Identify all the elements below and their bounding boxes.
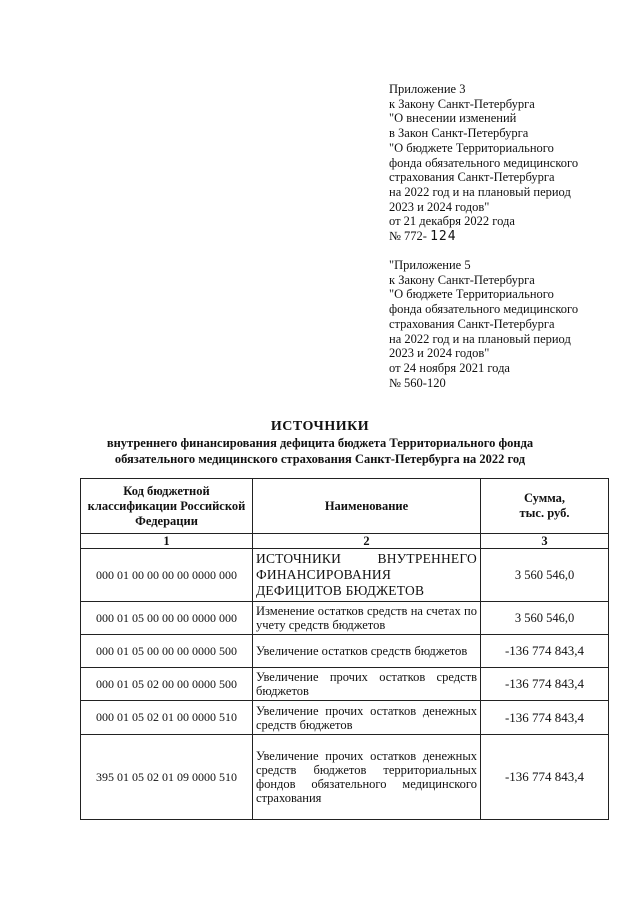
appendix-line: 2023 и 2024 годов" [389, 199, 490, 214]
column-number: 2 [253, 534, 481, 549]
appendix-line: 2023 и 2024 годов" [389, 346, 490, 361]
appendix-line: "О внесении изменений [389, 111, 517, 126]
appendix-line: "Приложение 5 [389, 258, 471, 272]
appendix-line: от 21 декабря 2022 года [389, 214, 515, 229]
column-number: 3 [481, 534, 609, 549]
law-number-prefix: № 772- [389, 229, 427, 244]
appendix-5-header [389, 258, 578, 390]
title-line-2: внутреннего финансирования дефицита бюджета Территориального фонда [106, 436, 534, 450]
item-name: Изменение остатков средств на счетах по учету средств бюджетов [253, 602, 481, 635]
appendix-line: "О бюджете Территориального [389, 140, 554, 155]
item-sum: -136 774 843,4 [481, 735, 609, 820]
table-row [81, 735, 609, 820]
appendix-line: страхования Санкт-Петербурга [389, 170, 555, 185]
title-main: ИСТОЧНИКИ [270, 419, 370, 434]
header-code: Код бюджетной классификации Российской Федерации [81, 479, 253, 534]
budget-code: 000 01 05 00 00 00 0000 000 [81, 602, 253, 635]
appendix-line: № 560-120 [389, 375, 446, 390]
budget-code: 000 01 05 02 00 00 0000 500 [81, 668, 253, 701]
budget-code: 395 01 05 02 01 09 0000 510 [81, 735, 253, 820]
item-name: Увеличение прочих остатков денежных средств бюджетов [253, 701, 481, 735]
appendix-line: "О бюджете Территориального [389, 287, 554, 302]
item-sum: -136 774 843,4 [481, 635, 609, 668]
appendix-line: в Закон Санкт-Петербурга [389, 126, 529, 141]
item-sum: 3 560 546,0 [481, 549, 609, 602]
item-sum: -136 774 843,4 [481, 668, 609, 701]
budget-code: 000 01 05 02 01 00 0000 510 [81, 701, 253, 735]
appendix-3-header [389, 82, 578, 245]
header-name: Наименование [253, 479, 481, 534]
appendix-line: на 2022 год и на плановый период [389, 331, 571, 346]
law-number-handwritten: 124 [430, 229, 457, 245]
table-row [81, 602, 609, 635]
law-number [389, 229, 578, 245]
header-sum-line2: тыс. руб. [519, 506, 570, 520]
appendix-line: от 24 ноября 2021 года [389, 360, 510, 375]
appendix-line: фонда обязательного медицинского [389, 155, 579, 170]
item-name: Увеличение прочих остатков средств бюджетов [253, 668, 481, 701]
budget-code: 000 01 05 00 00 00 0000 500 [81, 635, 253, 668]
title-line-3: обязательного медицинского страхования Санкт-Петербурга на 2022 год [114, 452, 526, 466]
budget-code: 000 01 00 00 00 00 0000 000 [81, 549, 253, 602]
appendix-line: на 2022 год и на плановый период [389, 184, 571, 199]
column-number-row [81, 534, 609, 549]
item-name: ИСТОЧНИКИ ВНУТРЕННЕГО ФИНАНСИРОВАНИЯ ДЕФИЦИТОВ БЮДЖЕТОВ [253, 549, 481, 602]
appendix-line: к Закону Санкт-Петербурга [389, 96, 535, 111]
document-title [80, 418, 560, 467]
table-row [81, 701, 609, 735]
appendix-line: страхования Санкт-Петербурга [389, 316, 555, 331]
item-name: Увеличение прочих остатков денежных средств бюджетов территориальных фондов обязательного медицинского страхования [253, 735, 481, 820]
table-row [81, 668, 609, 701]
appendix-line: к Закону Санкт-Петербурга [389, 272, 535, 287]
table-row [81, 635, 609, 668]
item-sum: -136 774 843,4 [481, 701, 609, 735]
item-sum: 3 560 546,0 [481, 602, 609, 635]
appendix-line: Приложение 3 [389, 82, 466, 96]
appendix-line: фонда обязательного медицинского [389, 302, 579, 317]
header-sum [481, 479, 609, 534]
header-sum-line1: Сумма, [523, 491, 566, 505]
table-row [81, 549, 609, 602]
column-number: 1 [81, 534, 253, 549]
item-name: Увеличение остатков средств бюджетов [253, 635, 481, 668]
sources-table [80, 478, 609, 820]
table-header-row [81, 479, 609, 534]
